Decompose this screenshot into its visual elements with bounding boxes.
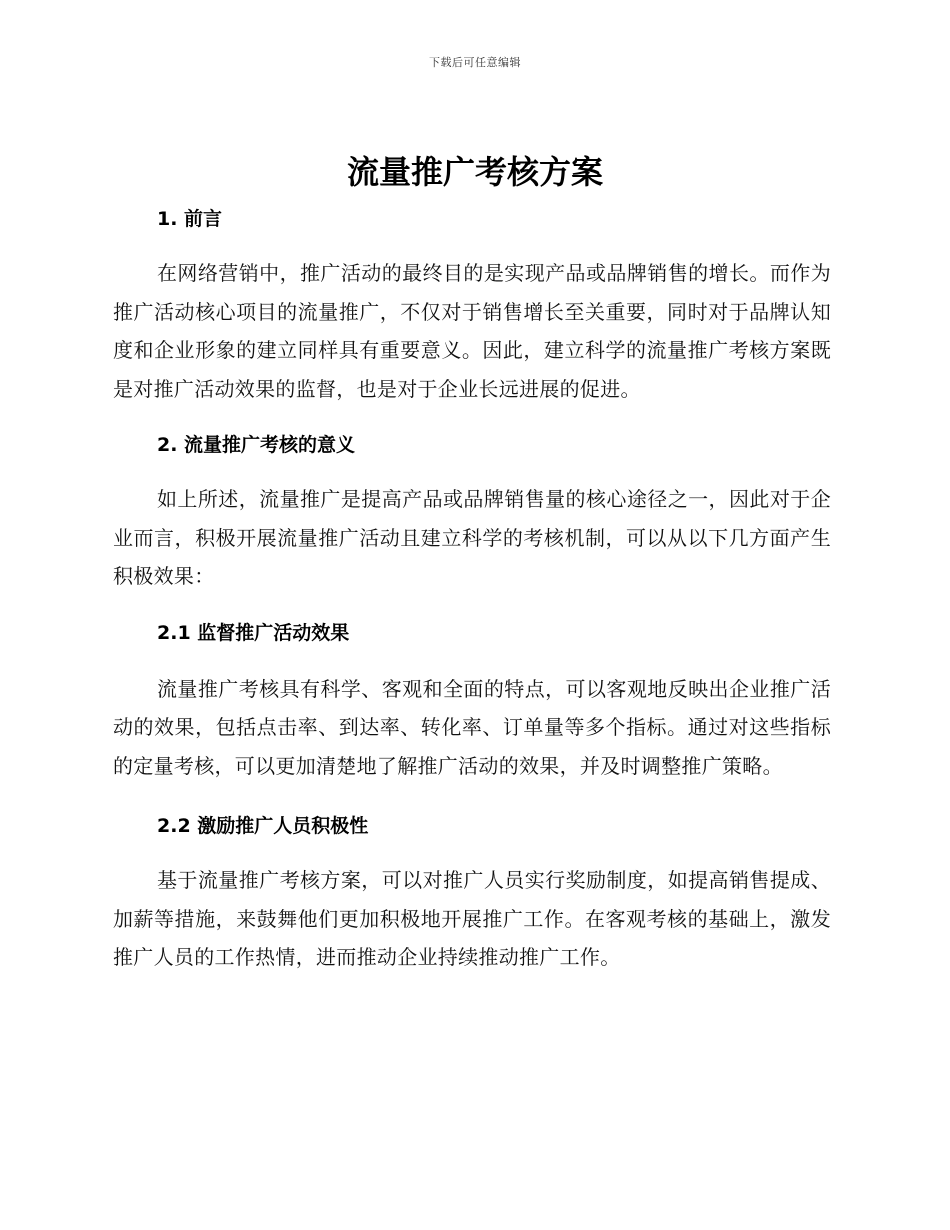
section-paragraph-significance: 如上所述，流量推广是提高产品或品牌销售量的核心途径之一，因此对于企业而言，积极开展流量推广活动且建立科学的考核机制，可以从以下几方面产生积极效果：: [113, 487, 831, 588]
section-heading-significance: 2. 流量推广考核的意义: [157, 434, 356, 456]
section-paragraph-preface: 在网络营销中，推广活动的最终目的是实现产品或品牌销售的增长。而作为推广活动核心项目的流量推广，不仅对于销售增长至关重要，同时对于品牌认知度和企业形象的建立同样具有重要意义。因此，建立科学的流量推广考核方案既是对推广活动效果的监督，也是对于企业长远进展的促进。: [113, 261, 831, 401]
section-paragraph-motivate: 基于流量推广考核方案，可以对推广人员实行奖励制度，如提高销售提成、加薪等措施，来鼓舞他们更加积极地开展推广工作。在客观考核的基础上，激发推广人员的工作热情，进而推动企业持续推动推广工作。: [113, 868, 831, 969]
section-heading-supervise: 2.1 监督推广活动效果: [157, 621, 350, 644]
document-body: [113, 204, 831, 977]
section-paragraph-supervise: 流量推广考核具有科学、客观和全面的特点，可以客观地反映出企业推广活动的效果，包括点击率、到达率、转化率、订单量等多个指标。通过对这些指标的定量考核，可以更加清楚地了解推广活动的效果，并及时调整推广策略。: [113, 676, 831, 778]
section-heading-motivate: 2.2 激励推广人员积极性: [157, 815, 369, 837]
section-heading-preface: 1. 前言: [157, 208, 223, 230]
header-note: 下载后可任意编辑: [429, 56, 521, 69]
document-title: 流量推广考核方案: [346, 153, 603, 191]
